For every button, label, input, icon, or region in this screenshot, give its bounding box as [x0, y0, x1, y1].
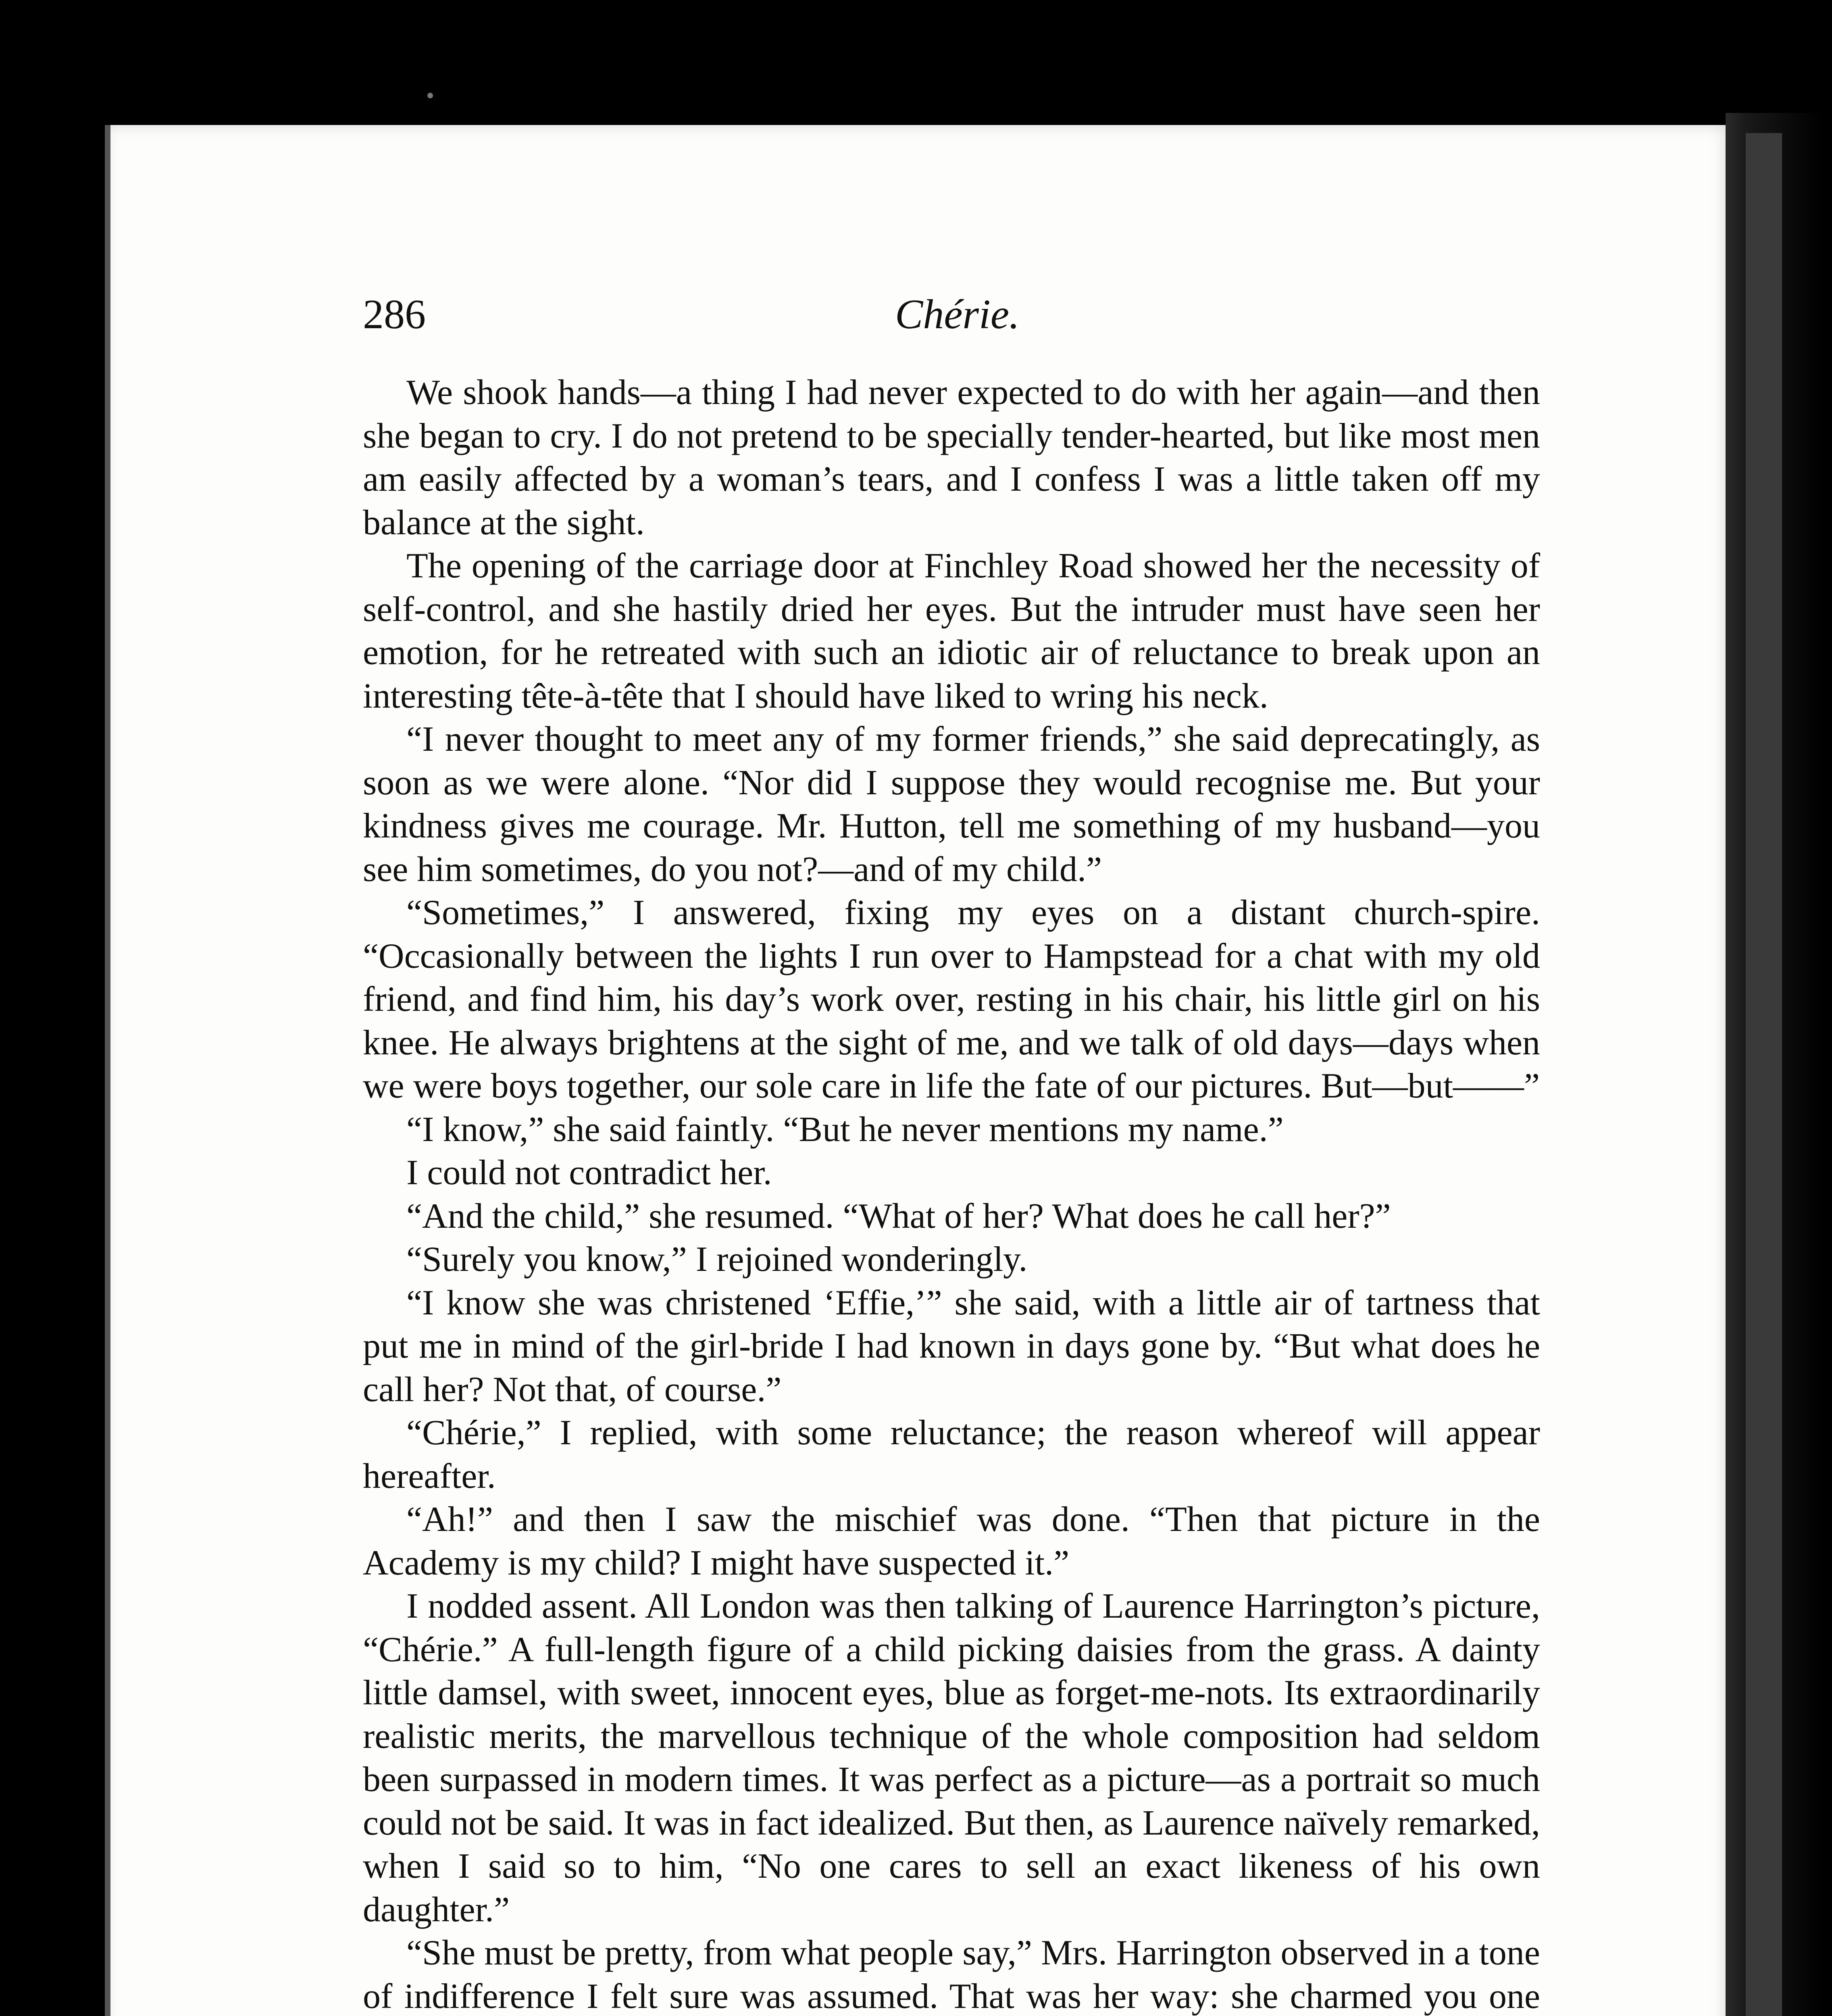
paragraph: I nodded assent. All London was then talking of Laurence Harrington’s picture, “Chérie.” A full-length figure of a child picking daisies from the grass. A dainty little damsel, with sweet, innocent eyes, blue as forget-me-nots. Its extraordinarily realistic merits, the marvellous technique of the whole composition had seldom been surpassed in modern times. It was perfect as a picture—as a portrait so much could not be said. It was in fact idealized. But then, as Laurence naïvely remarked, when I said so to him, “No one cares to sell an exact likeness of his own daughter.”	[363, 1587, 1540, 1929]
paragraph: “She must be pretty, from what people say,” Mrs. Harrington observed in a tone of indifference I felt sure was assumed. That was her way: she charmed you one	[363, 1933, 1540, 2016]
paragraph: The opening of the carriage door at Finchley Road showed her the necessity of self-control, and she hastily dried her eyes. But the intruder must have seen her emotion, for he retreated with such an idiotic air of reluctance to break upon an interesting tête-à-tête that I should have liked to wring his neck.	[363, 546, 1540, 716]
paragraph: I could not contradict her.	[406, 1153, 772, 1192]
adjacent-page-edge	[1746, 133, 1782, 2016]
paragraph: “I know,” she said faintly. “But he never mentions my name.”	[406, 1110, 1284, 1149]
paragraph: “And the child,” she resumed. “What of her? What does he call her?”	[406, 1196, 1391, 1236]
paragraph: “Chérie,” I replied, with some reluctance; the reason whereof will appear hereafter.	[363, 1413, 1540, 1496]
paragraph: We shook hands—a thing I had never expected to do with her again—and then she began to cry. I do not pretend to be specially tender-hearted, but like most men am easily affected by a woman’s tears, and I confess I was a little taken off my balance at the sight.	[363, 373, 1540, 542]
paragraph: “Surely you know,” I rejoined wonderingly.	[406, 1240, 1028, 1279]
page-header	[363, 290, 1532, 339]
paragraph: “I never thought to meet any of my former friends,” she said deprecatingly, as soon as we were alone. “Nor did I suppose they would recognise me. But your kindness gives me courage. Mr. Hutton, tell me something of my husband—you see him sometimes, do you not?—and of my child.”	[363, 720, 1540, 889]
page-number: 286	[363, 291, 426, 337]
running-head: Chérie.	[895, 291, 1020, 337]
page-left-edge	[105, 125, 110, 2016]
paragraph: “I know she was christened ‘Effie,’” she said, with a little air of tartness that put me in mind of the girl-bride I had known in days gone by. “But what does he call her? Not that, of course.”	[363, 1283, 1540, 1409]
scan-speck	[427, 93, 433, 98]
paragraph: “Sometimes,” I answered, fixing my eyes on a distant church-spire. “Occasionally between the lights I run over to Hampstead for a chat with my old friend, and find him, his day’s work over, resting in his chair, his little girl on his knee. He always brightens at the sight of me, and we talk of old days—days when we were boys together, our sole care in life the fate of our pictures. But—but——”	[363, 893, 1540, 1106]
body-text	[363, 371, 1540, 2016]
paragraph: “Ah!” and then I saw the mischief was done. “Then that picture in the Academy is my child? I might have suspected it.”	[363, 1500, 1540, 1583]
